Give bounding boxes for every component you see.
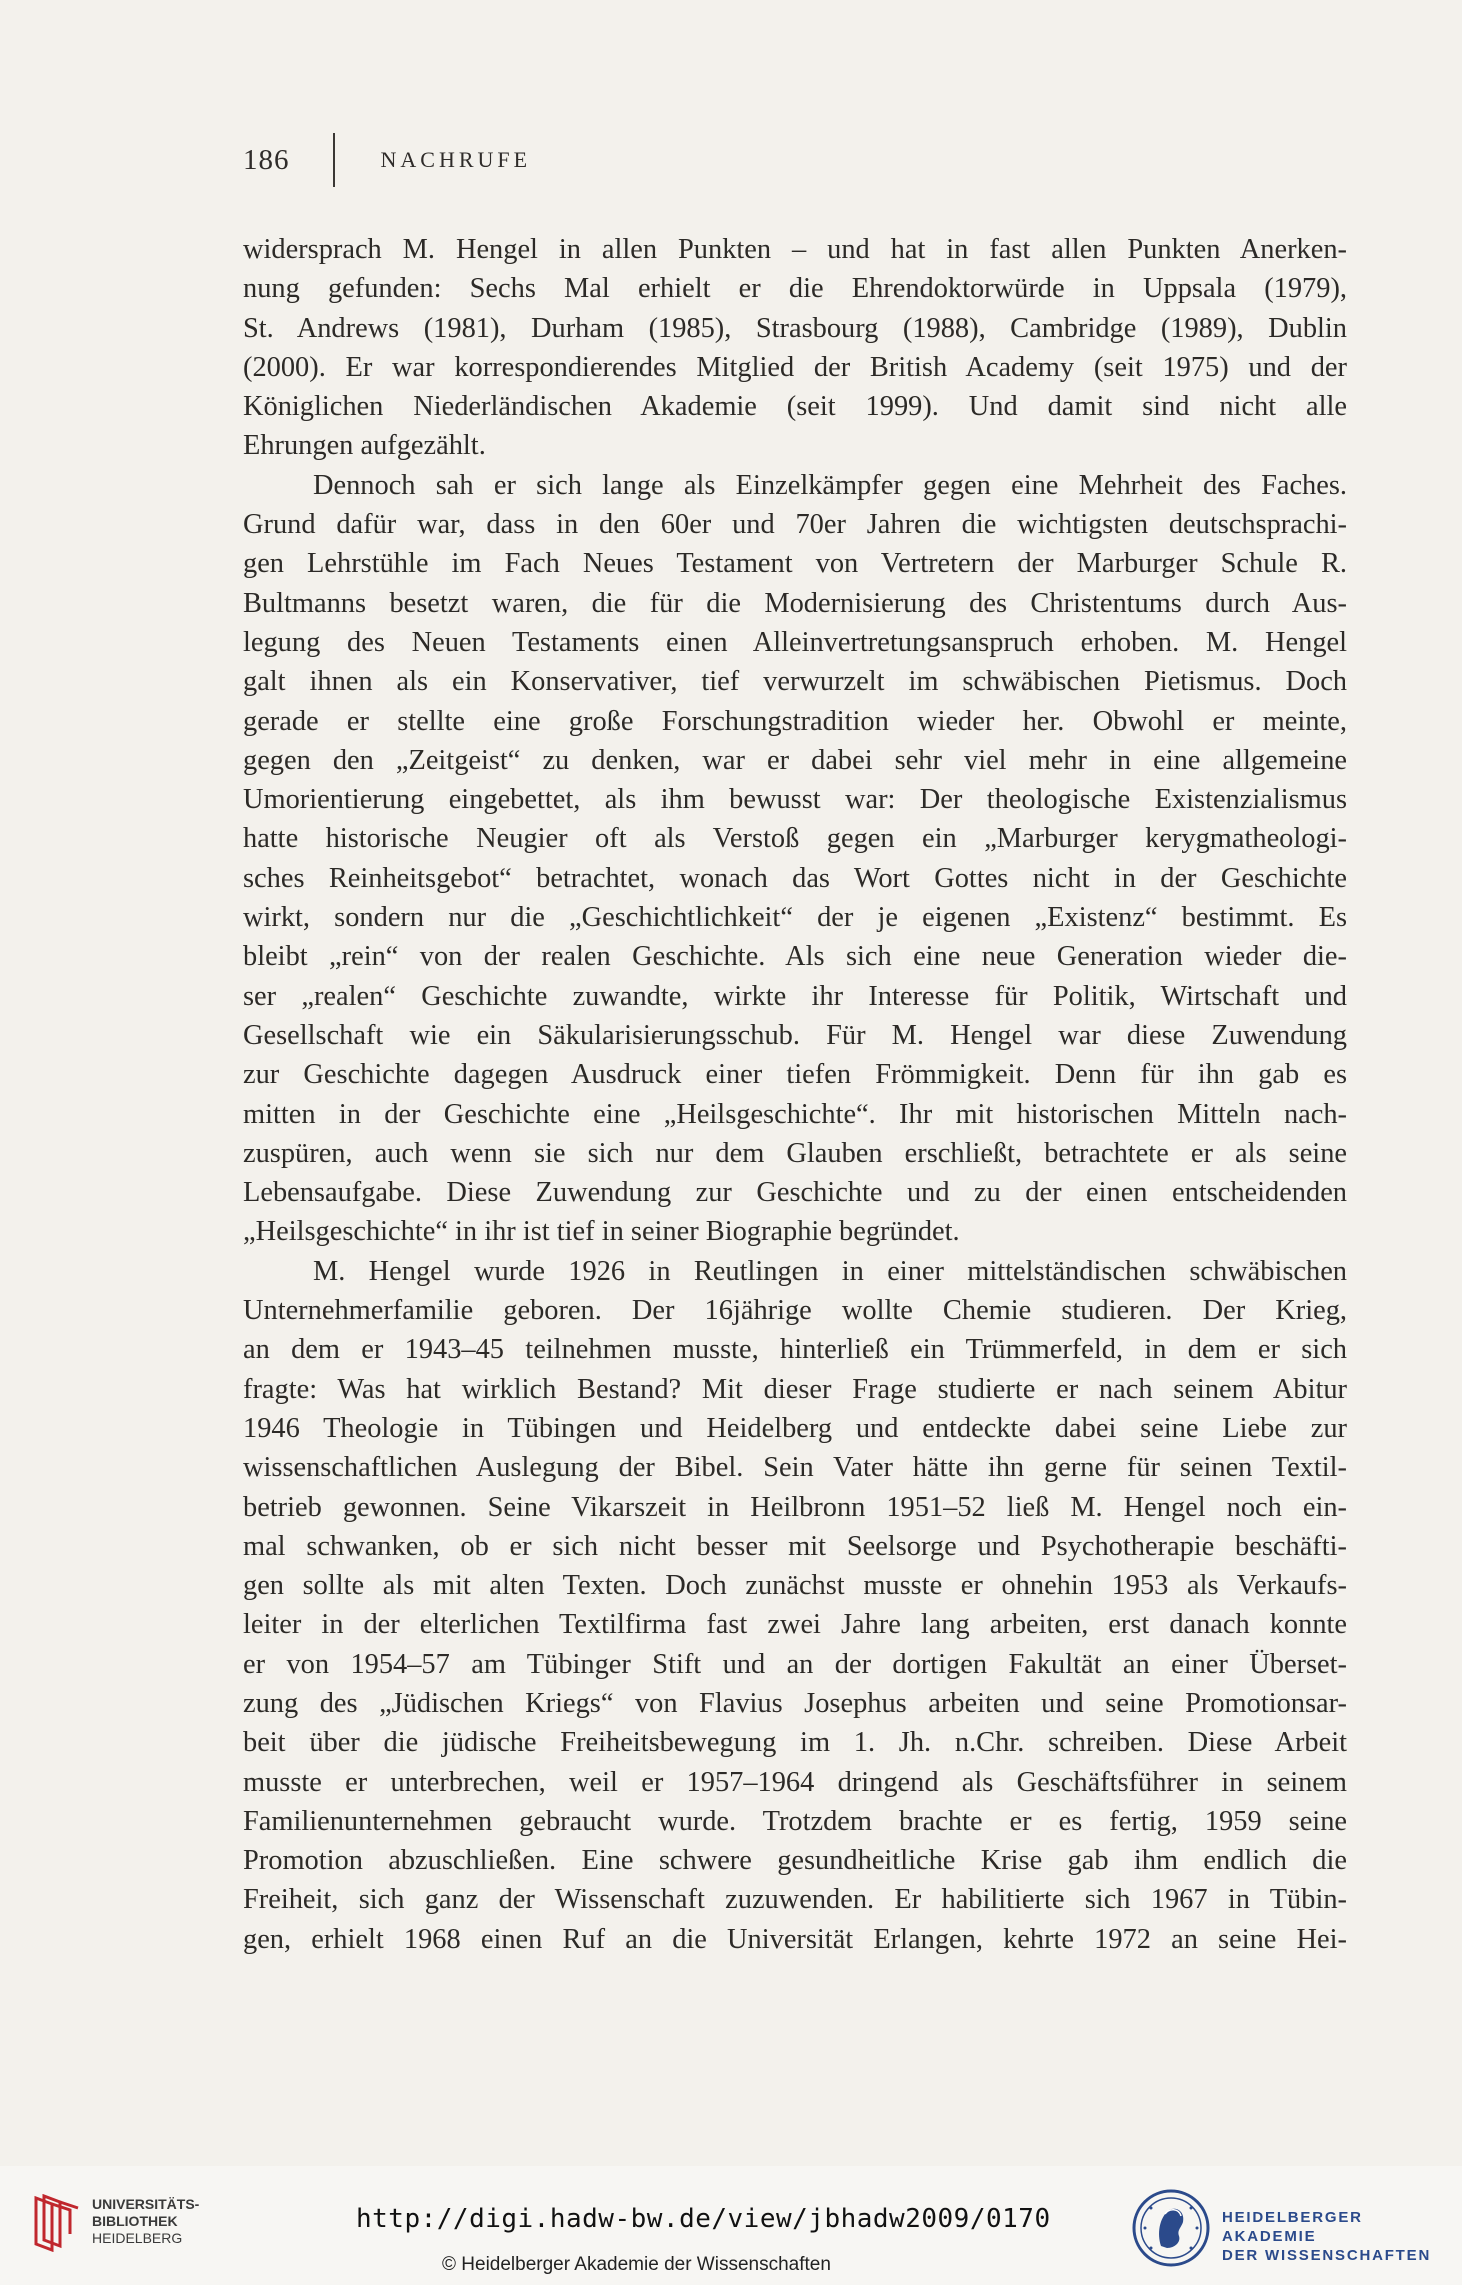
text-line: gen Lehrstühle im Fach Neues Testament von Vertretern der Marburger Schule R. xyxy=(243,548,1347,580)
text-line: zuspüren, auch wenn sie sich nur dem Glauben erschließt, betrachtete er als seine xyxy=(243,1137,1347,1169)
academy-logo-line-1: HEIDELBERGER AKADEMIE xyxy=(1222,2209,1363,2245)
text-line: gegen den „Zeitgeist“ zu denken, war er dabei sehr viel mehr in eine allgemeine xyxy=(243,744,1347,776)
text-line: beit über die jüdische Freiheitsbewegung im 1. Jh. n.Chr. schreiben. Diese Arbeit xyxy=(243,1727,1347,1759)
text-line: nung gefunden: Sechs Mal erhielt er die Ehrendoktorwürde in Uppsala (1979), xyxy=(243,273,1347,305)
running-head xyxy=(243,136,531,184)
text-line: Gesellschaft wie ein Säkularisierungsschub. Für M. Hengel war diese Zuwendung xyxy=(243,1019,1347,1051)
text-line: musste er unterbrechen, weil er 1957–1964 dringend als Geschäftsführer in seinem xyxy=(243,1766,1347,1798)
text-line: St. Andrews (1981), Durham (1985), Strasbourg (1988), Cambridge (1989), Dublin xyxy=(243,312,1347,344)
text-line: widersprach M. Hengel in allen Punkten – und hat in fast allen Punkten Anerken- xyxy=(243,234,1347,265)
ub-logo-line-1: UNIVERSITÄTS- xyxy=(92,2196,200,2212)
text-line: ser „realen“ Geschichte zuwandte, wirkte ihr Interesse für Politik, Wirtschaft und xyxy=(243,980,1347,1012)
academy-seal-icon xyxy=(1131,2188,1211,2268)
body-text xyxy=(243,230,1347,1959)
text-line: wissenschaftlichen Auslegung der Bibel. Sein Vater hätte ihn gerne für seinen Textil- xyxy=(243,1452,1347,1484)
text-line: Familienunternehmen gebraucht wurde. Trotzdem brachte er es fertig, 1959 seine xyxy=(243,1805,1347,1837)
text-line: 1946 Theologie in Tübingen und Heidelberg und entdeckte dabei seine Liebe zur xyxy=(243,1412,1347,1444)
text-line: gerade er stellte eine große Forschungstradition wieder her. Obwohl er meinte, xyxy=(243,705,1347,737)
text-line: mitten in der Geschichte eine „Heilsgeschichte“. Ihr mit historischen Mitteln nach- xyxy=(243,1098,1347,1130)
copyright-notice: © Heidelberger Akademie der Wissenschaften xyxy=(442,2254,831,2275)
text-line: sches Reinheitsgebot“ betrachtet, wonach das Wort Gottes nicht in der Geschichte xyxy=(243,862,1347,894)
text-line: Königlichen Niederländischen Akademie (seit 1999). Und damit sind nicht alle xyxy=(243,391,1347,423)
text-line: Umorientierung eingebettet, als ihm bewusst war: Der theologische Existenzialismus xyxy=(243,784,1347,816)
text-line: Lebensaufgabe. Diese Zuwendung zur Geschichte und zu der einen entscheidenden xyxy=(243,1177,1347,1209)
text-line: Bultmanns besetzt waren, die für die Modernisierung des Christentums durch Aus- xyxy=(243,587,1347,619)
permalink-url[interactable]: http://digi.hadw-bw.de/view/jbhadw2009/0170 xyxy=(356,2204,1051,2234)
text-line: legung des Neuen Testaments einen Alleinvertretungsanspruch erhoben. M. Hengel xyxy=(243,626,1347,658)
text-line: mal schwanken, ob er sich nicht besser mit Seelsorge und Psychotherapie beschäfti- xyxy=(243,1530,1347,1562)
text-line: Freiheit, sich ganz der Wissenschaft zuzuwenden. Er habilitierte sich 1967 in Tübin- xyxy=(243,1884,1347,1916)
university-library-logo-icon xyxy=(30,2194,84,2252)
text-line: zung des „Jüdischen Kriegs“ von Flavius Josephus arbeiten und seine Promotionsar- xyxy=(243,1687,1347,1719)
ub-logo-line-2: BIBLIOTHEK xyxy=(92,2213,178,2229)
text-line: gen, erhielt 1968 einen Ruf an die Universität Erlangen, kehrte 1972 an seine Hei- xyxy=(243,1923,1347,1955)
page-number: 186 xyxy=(243,143,290,176)
ub-logo-line-3: HEIDELBERG xyxy=(92,2230,183,2246)
text-line: leiter in der elterlichen Textilfirma fast zwei Jahre lang arbeiten, erst danach konnte xyxy=(243,1609,1347,1641)
text-line: Dennoch sah er sich lange als Einzelkämpfer gegen eine Mehrheit des Faches. xyxy=(313,469,1347,501)
academy-logo-text xyxy=(1222,2208,1462,2265)
section-title: NACHRUFE xyxy=(380,147,532,172)
text-line: M. Hengel wurde 1926 in Reutlingen in einer mittelständischen schwäbischen xyxy=(313,1255,1347,1287)
university-library-logo-text xyxy=(92,2196,199,2247)
text-line: Grund dafür war, dass in den 60er und 70er Jahren die wichtigsten deutschsprachi- xyxy=(243,509,1347,541)
footer-bar xyxy=(0,2166,1462,2285)
text-line: Unternehmerfamilie geboren. Der 16jährige wollte Chemie studieren. Der Krieg, xyxy=(243,1295,1347,1327)
text-line: an dem er 1943–45 teilnehmen musste, hinterließ ein Trümmerfeld, in dem er sich xyxy=(243,1334,1347,1366)
text-line: er von 1954–57 am Tübinger Stift und an der dortigen Fakultät an einer Überset- xyxy=(243,1648,1347,1680)
text-line: galt ihnen als ein Konservativer, tief verwurzelt im schwäbischen Pietismus. Doch xyxy=(243,666,1347,698)
academy-logo-line-2: DER WISSENSCHAFTEN xyxy=(1222,2247,1432,2264)
text-line: (2000). Er war korrespondierendes Mitglied der British Academy (seit 1975) und der xyxy=(243,351,1347,383)
text-line: wirkt, sondern nur die „Geschichtlichkeit“ der je eigenen „Existenz“ bestimmt. Es xyxy=(243,902,1347,934)
header-divider xyxy=(333,133,335,187)
text-line: gen sollte als mit alten Texten. Doch zunächst musste er ohnehin 1953 als Verkaufs- xyxy=(243,1570,1347,1602)
text-line: hatte historische Neugier oft als Verstoß gegen ein „Marburger kerygmatheologi- xyxy=(243,823,1347,855)
text-line: Promotion abzuschließen. Eine schwere gesundheitliche Krise gab ihm endlich die xyxy=(243,1845,1347,1877)
text-line: zur Geschichte dagegen Ausdruck einer tiefen Frömmigkeit. Denn für ihn gab es xyxy=(243,1059,1347,1091)
text-line: „Heilsgeschichte“ in ihr ist tief in seiner Biographie begründet. xyxy=(243,1216,960,1248)
text-line: betrieb gewonnen. Seine Vikarszeit in Heilbronn 1951–52 ließ M. Hengel noch ein- xyxy=(243,1491,1347,1523)
text-line: bleibt „rein“ von der realen Geschichte. Als sich eine neue Generation wieder die- xyxy=(243,941,1347,973)
text-line: Ehrungen aufgezählt. xyxy=(243,430,486,462)
text-line: fragte: Was hat wirklich Bestand? Mit dieser Frage studierte er nach seinem Abitur xyxy=(243,1373,1347,1405)
